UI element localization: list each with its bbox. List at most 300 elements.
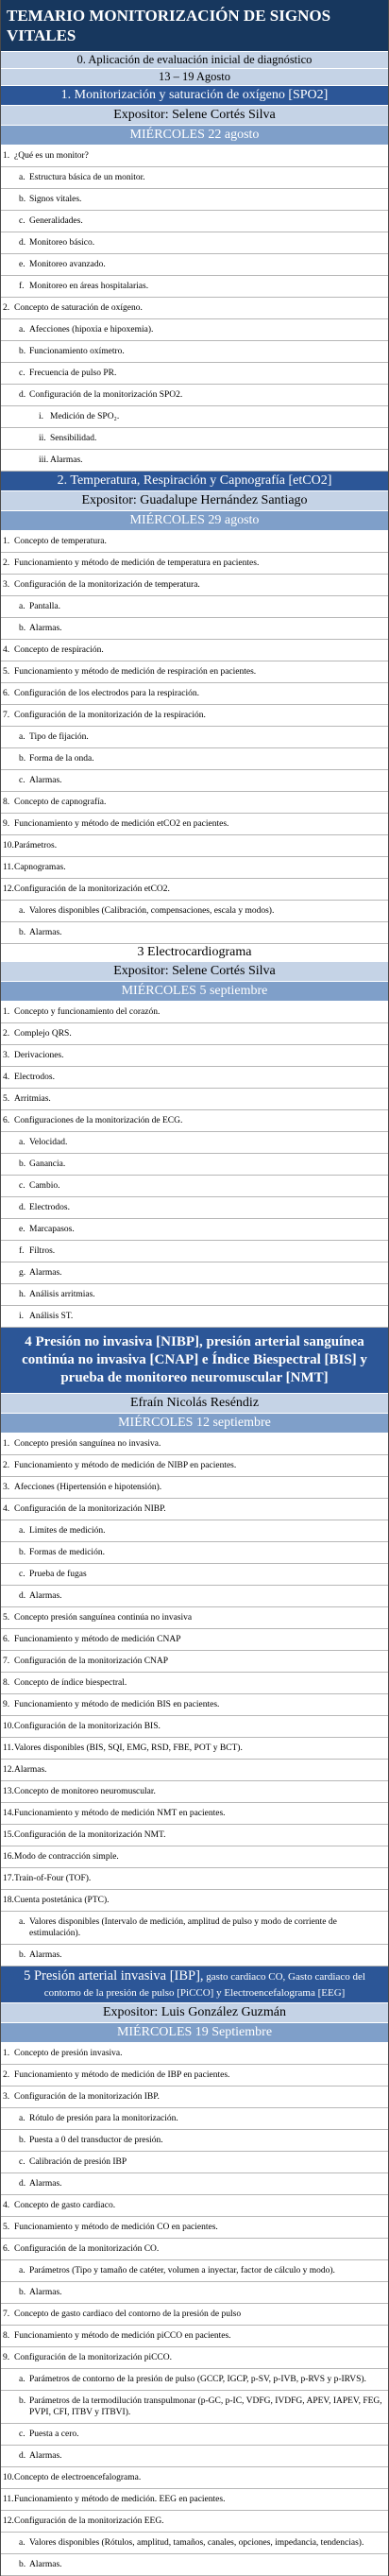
topic-item (1, 814, 388, 835)
topic-text: Marcapasos. (29, 1225, 75, 1234)
topic-item (1, 1455, 388, 1477)
topic-number: 11. (3, 863, 14, 872)
topic-item (1, 1607, 388, 1629)
topic-item (1, 1067, 388, 1089)
topic-number: 4. (3, 1504, 10, 1514)
topic-item (1, 596, 388, 618)
topic-text: Parámetros (Tipo y tamaño de catéter, volumen a inyectar, factor de cálculo y modo). (29, 2266, 335, 2275)
topic-text: Análisis arritmias. (29, 1290, 95, 1299)
topic-item (1, 2239, 388, 2260)
topic-item (1, 1760, 388, 1781)
topic-number: g. (19, 1268, 26, 1278)
topic-text: Formas de medición. (29, 1548, 105, 1557)
topic-item (1, 2391, 388, 2424)
topic-text: Puesta a 0 del transductor de presión. (29, 2136, 163, 2145)
topic-text: Alarmas. (29, 2288, 62, 2297)
topic-number: ii. (39, 434, 46, 443)
topic-item (1, 1694, 388, 1716)
topic-text: Rótulo de presión para la monitorización. (29, 2114, 178, 2123)
evaluation-dates: 13 – 19 Agosto (1, 69, 388, 86)
topic-number: b. (19, 2560, 26, 2569)
topic-number: 12. (3, 884, 14, 894)
topic-number: 7. (3, 2310, 10, 2319)
topic-item (1, 341, 388, 363)
topic-text: Electrodos. (29, 1203, 71, 1212)
topic-item (1, 1434, 388, 1455)
section-3-items (1, 1002, 388, 1328)
topic-number: c. (19, 369, 25, 378)
topic-item (1, 1673, 388, 1694)
topic-number: c. (19, 2157, 25, 2167)
section-2-expositor: Expositor: Guadalupe Hernández Santiago (1, 491, 388, 511)
topic-item (1, 705, 388, 727)
topic-item (1, 1846, 388, 1868)
topic-number: b. (19, 1548, 26, 1557)
section-1-expositor: Expositor: Selene Cortés Silva (1, 106, 388, 126)
topic-item (1, 1586, 388, 1607)
topic-text: Valores disponibles (BIS, SQI, EMG, RSD, FBE, POT y BCT). (14, 1743, 243, 1753)
topic-text: Parámetros. (14, 841, 58, 850)
section-2-items (1, 531, 388, 944)
topic-text: Generalidades. (29, 216, 83, 226)
topic-text: Parámetros de la termodilución transpulmonar (p-GC, p-IC, VDFG, IVDFG, APEV, IAPEV, FEG, PVPI, CFI, ITBV y ITBVI). (29, 2396, 382, 2417)
section-5-items (1, 2043, 388, 2576)
topic-item (1, 1912, 388, 1945)
topic-number: d. (19, 2451, 26, 2461)
topic-number: a. (19, 2266, 25, 2275)
topic-number: a. (19, 906, 25, 916)
section-5-title-rest: gasto cardiaco CO, Gasto cardiaco del contorno de la presión de pulso [PiCCO] y Electroencefalograma [EEG] (43, 1971, 365, 1999)
topic-number: 9. (3, 1700, 10, 1709)
topic-text: Filtros. (29, 1246, 56, 1256)
topic-number: 1. (3, 1439, 10, 1449)
topic-text: Concepto de gasto cardiaco. (14, 2201, 116, 2210)
topic-text: Funcionamiento y método de medición. EEG en pacientes. (14, 2495, 226, 2504)
topic-number: b. (19, 195, 26, 204)
topic-text: Alarmas. (29, 1950, 62, 1960)
topic-text: Train-of-Four (TOF). (14, 1874, 92, 1883)
topic-text: Arritmias. (14, 1094, 51, 1104)
topic-text: Complejo QRS. (14, 1029, 72, 1039)
topic-item (1, 1241, 388, 1262)
topic-text: Derivaciones. (14, 1051, 64, 1060)
topic-text: Signos vitales. (29, 195, 82, 204)
topic-number: 8. (3, 798, 10, 807)
topic-text: Concepto de presión invasiva. (14, 2049, 123, 2058)
topic-item (1, 1023, 388, 1045)
topic-number: b. (19, 1950, 26, 1960)
topic-number: 3. (3, 1483, 10, 1492)
topic-number: b. (19, 624, 26, 633)
topic-number: 8. (3, 1678, 10, 1688)
topic-number: d. (19, 1203, 26, 1212)
section-1-date: MIÉRCOLES 22 agosto (1, 126, 388, 146)
topic-text: Concepto de índice biespectral. (14, 1678, 127, 1688)
topic-text: Funcionamiento oxímetro. (29, 347, 125, 356)
topic-number: a. (19, 1138, 25, 1147)
topic-number: 6. (3, 1635, 10, 1644)
topic-text: Estructura básica de un monitor. (29, 173, 145, 182)
topic-number: a. (19, 732, 25, 742)
topic-item (1, 1825, 388, 1846)
topic-text: Alarmas. (29, 624, 62, 633)
topic-number: a. (19, 1917, 25, 1927)
topic-item (1, 2489, 388, 2511)
topic-item (1, 2511, 388, 2533)
topic-item (1, 2043, 388, 2065)
topic-item (1, 792, 388, 814)
section-1-title: 1. Monitorización y saturación de oxígeno [SPO2] (1, 86, 388, 106)
topic-number: c. (19, 1181, 25, 1191)
section-1-items (1, 146, 388, 472)
topic-number: 5. (3, 1094, 10, 1104)
topic-text: Configuraciones de la monitorización de ECG. (14, 1116, 183, 1125)
topic-text: Configuración de la monitorización de temperatura. (14, 580, 200, 590)
topic-item (1, 661, 388, 683)
topic-number: 6. (3, 1116, 10, 1125)
topic-text: Alarmas. (50, 455, 83, 465)
topic-item (1, 232, 388, 254)
topic-item (1, 428, 388, 450)
topic-number: c. (19, 216, 25, 226)
section-5-date: MIÉRCOLES 19 Septiembre (1, 2023, 388, 2043)
topic-text: Configuración de la monitorización piCCO. (14, 2353, 173, 2362)
topic-item (1, 748, 388, 770)
section-3-title: 3 Electrocardiograma (1, 944, 388, 962)
topic-item (1, 1045, 388, 1067)
topic-item (1, 2152, 388, 2173)
topic-number: a. (19, 2114, 25, 2123)
topic-text: Valores disponibles (Intervalo de medición, amplitud de pulso y modo de corriente de estimulación). (29, 1917, 337, 1938)
topic-text: Monitoreo avanzado. (29, 260, 106, 269)
topic-text: Análisis ST. (29, 1312, 74, 1321)
topic-number: a. (19, 2538, 25, 2548)
topic-item (1, 2087, 388, 2108)
section-2-title: 2. Temperatura, Respiración y Capnografía [etCO2] (1, 472, 388, 491)
topic-text: Configuración de la monitorización EEG. (14, 2516, 164, 2526)
topic-number: 4. (3, 1073, 10, 1082)
topic-item (1, 2108, 388, 2130)
topic-text: Cuenta postetánica (PTC). (14, 1896, 110, 1905)
topic-text: Concepto presión sanguínea no invasiva. (14, 1439, 161, 1449)
topic-number: 7. (3, 711, 10, 720)
topic-item (1, 2424, 388, 2446)
topic-item (1, 385, 388, 406)
topic-item (1, 901, 388, 922)
topic-item (1, 1716, 388, 1738)
topic-item (1, 1564, 388, 1586)
topic-number: 10. (3, 2473, 14, 2482)
topic-number: 14. (3, 1809, 14, 1818)
topic-text: Alarmas. (29, 1268, 62, 1278)
topic-item (1, 450, 388, 472)
topic-number: 10. (3, 841, 14, 850)
topic-item (1, 363, 388, 385)
section-3-date: MIÉRCOLES 5 septiembre (1, 982, 388, 1002)
topic-item (1, 146, 388, 167)
topic-item (1, 1781, 388, 1803)
topic-text: Configuración de la monitorización etCO2. (14, 884, 170, 894)
topic-text: Alarmas. (29, 2179, 62, 2189)
topic-item (1, 298, 388, 319)
topic-item (1, 1499, 388, 1520)
topic-number: 2. (3, 303, 10, 313)
topic-number: a. (19, 1526, 25, 1536)
topic-text: Velocidad. (29, 1138, 68, 1147)
topic-number: 4. (3, 645, 10, 655)
topic-item (1, 1262, 388, 1284)
topic-item (1, 2065, 388, 2087)
topic-text: Puesta a cero. (29, 2430, 79, 2439)
topic-text: Frecuencia de pulso PR. (29, 369, 117, 378)
topic-number: 4. (3, 2201, 10, 2210)
topic-item (1, 1089, 388, 1110)
section-5-expositor: Expositor: Luis González Guzmán (1, 2003, 388, 2023)
topic-number: 5. (3, 667, 10, 677)
topic-text: Configuración de la monitorización IBP. (14, 2092, 160, 2102)
topic-number: i. (19, 1312, 25, 1321)
topic-text: Cambio. (29, 1181, 60, 1191)
topic-item (1, 2326, 388, 2347)
topic-number: i. (39, 412, 44, 421)
topic-text: Alarmas. (29, 2451, 62, 2461)
topic-item (1, 1197, 388, 1219)
topic-item (1, 2130, 388, 2152)
topic-text: Concepto de temperatura. (14, 537, 107, 546)
topic-item (1, 1738, 388, 1760)
topic-text: Concepto presión sanguínea continúa no invasiva (14, 1613, 193, 1623)
topic-number: 7. (3, 1657, 10, 1666)
topic-item (1, 1542, 388, 1564)
topic-text: Prueba de fugas (29, 1570, 87, 1579)
topic-item (1, 618, 388, 640)
topic-item (1, 1002, 388, 1023)
topic-number: 1. (3, 537, 10, 546)
topic-text: Forma de la onda. (29, 754, 94, 764)
topic-item (1, 1651, 388, 1673)
topic-number: a. (19, 173, 25, 182)
topic-number: d. (19, 238, 26, 248)
topic-number: 15. (3, 1830, 14, 1840)
topic-number: 11. (3, 2495, 14, 2504)
topic-text: Concepto de respiración. (14, 645, 104, 655)
topic-item (1, 2173, 388, 2195)
topic-text: Configuración de la monitorización BIS. (14, 1722, 161, 1731)
topic-item (1, 2217, 388, 2239)
topic-number: 18. (3, 1896, 14, 1905)
topic-number: 9. (3, 819, 10, 829)
topic-number: iii. (39, 455, 49, 465)
topic-number: b. (19, 347, 26, 356)
topic-item (1, 2533, 388, 2554)
topic-item (1, 727, 388, 748)
topic-number: 12. (3, 1765, 14, 1775)
topic-text: Concepto de electroencefalograma. (14, 2473, 142, 2482)
topic-number: 3. (3, 1051, 10, 1060)
topic-item (1, 1520, 388, 1542)
topic-text: Capnogramas. (14, 863, 66, 872)
topic-item (1, 683, 388, 705)
topic-number: f. (19, 282, 25, 291)
topic-item (1, 406, 388, 428)
topic-item (1, 1477, 388, 1499)
topic-text: Monitoreo básico. (29, 238, 95, 248)
document-title: TEMARIO MONITORIZACIÓN DE SIGNOS VITALES (1, 0, 388, 52)
topic-text: ¿Qué es un monitor? (14, 151, 89, 161)
topic-item (1, 640, 388, 661)
topic-text: Ganancia. (29, 1159, 66, 1169)
topic-number: b. (19, 2396, 26, 2406)
topic-item (1, 1132, 388, 1154)
topic-item (1, 553, 388, 575)
section-2-date: MIÉRCOLES 29 agosto (1, 511, 388, 531)
topic-item (1, 922, 388, 944)
topic-item (1, 2369, 388, 2391)
topic-item (1, 1890, 388, 1912)
section-4-title: 4 Presión no invasiva [NIBP], presión arterial sanguínea continúa no invasiva [CNAP] e Índice Biespectral [BIS] y prueba de monitoreo neuromuscular [NMT] (1, 1328, 388, 1394)
topic-item (1, 1868, 388, 1890)
section-4-date: MIÉRCOLES 12 septiembre (1, 1414, 388, 1434)
topic-text: Funcionamiento y método de medición etCO2 en pacientes. (14, 819, 229, 829)
section-4-items (1, 1434, 388, 1966)
topic-number: 6. (3, 2244, 10, 2254)
topic-item (1, 879, 388, 901)
topic-number: 16. (3, 1852, 14, 1862)
topic-number: d. (19, 1591, 26, 1601)
evaluation-label: 0. Aplicación de evaluación inicial de diagnóstico (1, 52, 388, 69)
topic-number: d. (19, 390, 26, 400)
topic-item (1, 2304, 388, 2326)
topic-item (1, 319, 388, 341)
topic-text: Funcionamiento y método de medición CNAP (14, 1635, 181, 1644)
topic-item (1, 2347, 388, 2369)
topic-item (1, 857, 388, 879)
topic-item (1, 770, 388, 792)
topic-item (1, 575, 388, 596)
topic-number: e. (19, 1225, 25, 1234)
topic-number: 8. (3, 2331, 10, 2341)
topic-number: 11. (3, 1743, 14, 1753)
topic-number: 5. (3, 1613, 10, 1623)
topic-text: Configuración de la monitorización CO. (14, 2244, 160, 2254)
topic-text: Alarmas. (29, 776, 62, 785)
topic-text: Concepto de gasto cardiaco del contorno de la presión de pulso (14, 2310, 242, 2319)
section-4-expositor: Efraín Nicolás Reséndiz (1, 1394, 388, 1414)
topic-number: f. (19, 1246, 25, 1256)
topic-text: Funcionamiento y método de medición BIS en pacientes. (14, 1700, 220, 1709)
topic-text: Alarmas. (29, 928, 62, 937)
topic-item (1, 1219, 388, 1241)
topic-item (1, 1803, 388, 1825)
topic-item (1, 1284, 388, 1306)
topic-text: Concepto de monitoreo neuromuscular. (14, 1787, 156, 1796)
topic-number: 1. (3, 2049, 10, 2058)
topic-item (1, 1629, 388, 1651)
topic-text: Valores disponibles (Calibración, compensaciones, escala y modos). (29, 906, 275, 916)
topic-text: Afecciones (Hipertensión e hipotensión). (14, 1483, 162, 1492)
topic-text: Limites de medición. (29, 1526, 106, 1536)
topic-item (1, 2467, 388, 2489)
topic-number: 3. (3, 2092, 10, 2102)
topic-number: 2. (3, 1029, 10, 1039)
topic-number: 2. (3, 2070, 10, 2080)
topic-text: Electrodos. (14, 1073, 56, 1082)
topic-item (1, 1176, 388, 1197)
topic-text: Pantalla. (29, 602, 60, 611)
topic-text: Sensibilidad. (50, 434, 97, 443)
topic-number: 9. (3, 2353, 10, 2362)
topic-item (1, 167, 388, 189)
topic-text: Concepto de saturación de oxígeno. (14, 303, 143, 313)
topic-number: a. (19, 602, 25, 611)
topic-number: e. (19, 260, 25, 269)
section-3-expositor: Expositor: Selene Cortés Silva (1, 962, 388, 982)
topic-number: c. (19, 2430, 25, 2439)
topic-text: Configuración de la monitorización NMT. (14, 1830, 166, 1840)
topic-text: Parámetros de contorno de la presión de pulso (GCCP, IGCP, p-SV, p-IVB, p-RVS y p-IRVS). (29, 2375, 366, 2384)
topic-text: Funcionamiento y método de medición CO en pacientes. (14, 2223, 218, 2232)
topic-item (1, 189, 388, 211)
topic-number: b. (19, 928, 26, 937)
topic-text: Funcionamiento y método de medición de temperatura en pacientes. (14, 558, 260, 568)
topic-text: Configuración de la monitorización de la respiración. (14, 711, 206, 720)
topic-text: Afecciones (hipoxia e hipoxemia). (29, 325, 154, 335)
topic-number: 2. (3, 558, 10, 568)
topic-item (1, 2282, 388, 2304)
topic-number: c. (19, 1570, 25, 1579)
section-5-title-main: 5 Presión arterial invasiva [IBP], (24, 1968, 204, 1984)
topic-item (1, 2260, 388, 2282)
topic-number: 1. (3, 1007, 10, 1017)
topic-text: Funcionamiento y método de medición piCCO en pacientes. (14, 2331, 231, 2341)
topic-number: b. (19, 754, 26, 764)
topic-number: 13. (3, 1787, 14, 1796)
topic-item (1, 276, 388, 298)
topic-item (1, 2554, 388, 2576)
topic-text: Configuración de la monitorización CNAP (14, 1657, 169, 1666)
topic-item (1, 2195, 388, 2217)
section-5-title (1, 1966, 388, 2003)
topic-number: 2. (3, 1461, 10, 1470)
topic-number: b. (19, 1159, 26, 1169)
topic-text: Alarmas. (14, 1765, 47, 1775)
topic-number: 12. (3, 2516, 14, 2526)
topic-item (1, 1306, 388, 1328)
topic-number: 10. (3, 1722, 14, 1731)
topic-text: Concepto y funcionamiento del corazón. (14, 1007, 161, 1017)
topic-item (1, 1154, 388, 1176)
topic-number: 1. (3, 151, 10, 161)
topic-text: Monitoreo en áreas hospitalarias. (29, 282, 149, 291)
topic-text: Configuración de los electrodos para la respiración. (14, 689, 199, 698)
topic-number: d. (19, 2179, 26, 2189)
topic-text: Modo de contracción simple. (14, 1852, 119, 1862)
topic-number: b. (19, 2288, 26, 2297)
topic-number: c. (19, 776, 25, 785)
topic-number: b. (19, 2136, 26, 2145)
topic-number: h. (19, 1290, 26, 1299)
topic-text: Medición de SPO₂. (50, 412, 120, 421)
topic-number: a. (19, 2375, 25, 2384)
topic-text: Configuración de la monitorización SPO2. (29, 390, 183, 400)
topic-text: Alarmas. (29, 1591, 62, 1601)
topic-text: Funcionamiento y método de medición de IBP en pacientes. (14, 2070, 230, 2080)
topic-text: Tipo de fijación. (29, 732, 89, 742)
topic-number: 3. (3, 580, 10, 590)
topic-text: Funcionamiento y método de medición de respiración en pacientes. (14, 667, 257, 677)
topic-text: Funcionamiento y método de medición NMT en pacientes. (14, 1809, 226, 1818)
topic-item (1, 531, 388, 553)
